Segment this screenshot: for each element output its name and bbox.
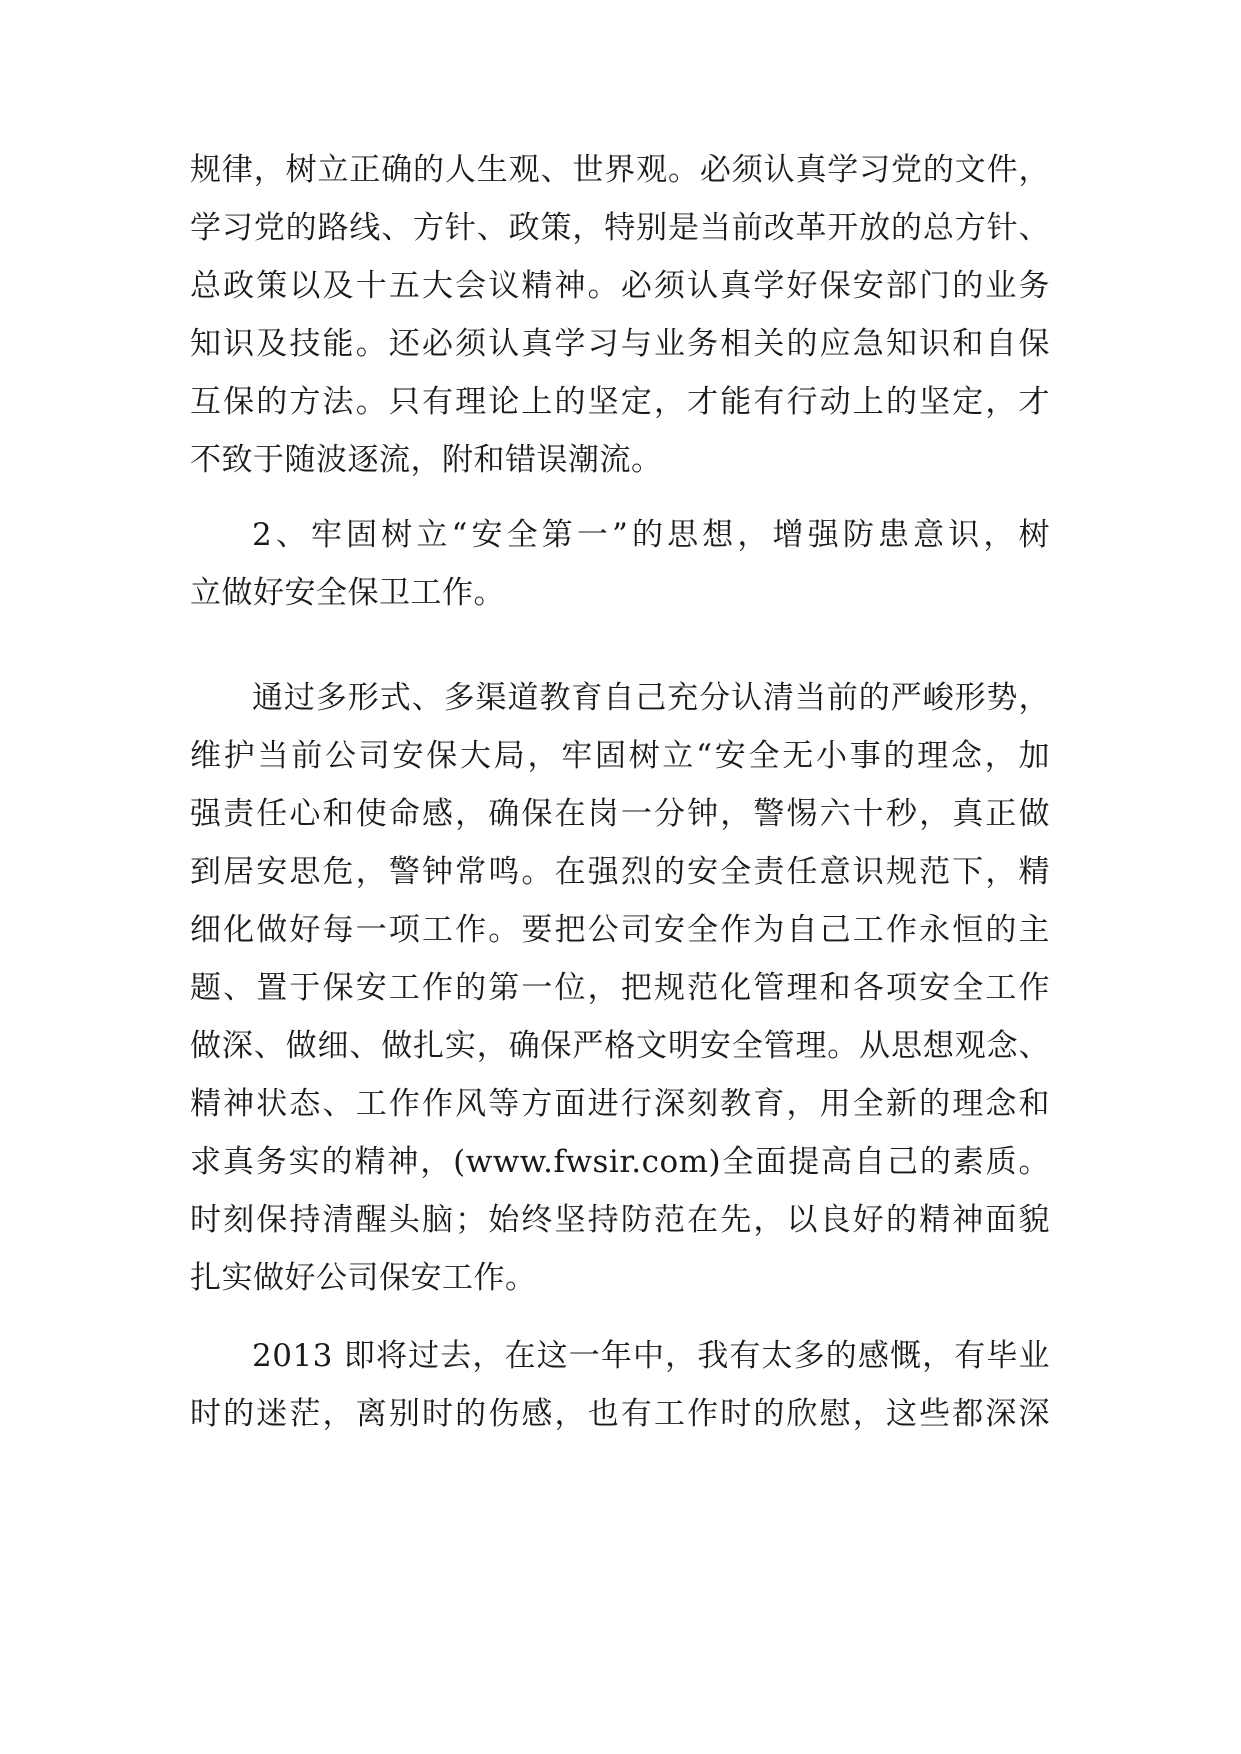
text-line: 时刻保持清醒头脑；始终坚持防范在先，以良好的精神面貌: [190, 1202, 1050, 1238]
text-line: 知识及技能。还必须认真学习与业务相关的应急知识和自保: [190, 326, 1050, 362]
paragraph-safety-education: [190, 669, 1050, 1307]
paragraph-year-review: [190, 1327, 1050, 1443]
text-line: 立做好安全保卫工作。: [190, 575, 505, 611]
text-line: 互保的方法。只有理论上的坚定，才能有行动上的坚定，才: [190, 384, 1050, 420]
text-line: 2013 即将过去，在这一年中，我有太多的感慨，有毕业: [252, 1338, 1050, 1374]
text-line: 2、牢固树立“安全第一”的思想，增强防患意识，树: [252, 517, 1050, 553]
text-line: 总政策以及十五大会议精神。必须认真学好保安部门的业务: [190, 268, 1050, 304]
text-line: 维护当前公司安保大局，牢固树立“安全无小事的理念，加: [190, 738, 1050, 774]
text-line: 精神状态、工作作风等方面进行深刻教育，用全新的理念和: [190, 1086, 1050, 1122]
text-line: 通过多形式、多渠道教育自己充分认清当前的严峻形势，: [252, 680, 1050, 716]
paragraph-safety-first-heading: [190, 506, 1050, 622]
text-line: 题、置于保安工作的第一位，把规范化管理和各项安全工作: [190, 970, 1050, 1006]
text-line: 细化做好每一项工作。要把公司安全作为自己工作永恒的主: [190, 912, 1050, 948]
text-line: 规律，树立正确的人生观、世界观。必须认真学习党的文件，: [190, 152, 1050, 188]
text-line: 求真务实的精神，(www.fwsir.com)全面提高自己的素质。: [190, 1144, 1050, 1180]
text-line: 到居安思危，警钟常鸣。在强烈的安全责任意识规范下，精: [190, 854, 1050, 890]
text-line: 时的迷茫，离别时的伤感，也有工作时的欣慰，这些都深深: [190, 1396, 1050, 1432]
text-line: 做深、做细、做扎实，确保严格文明安全管理。从思想观念、: [190, 1028, 1050, 1064]
text-line: 学习党的路线、方针、政策，特别是当前改革开放的总方针、: [190, 210, 1050, 246]
text-line: 不致于随波逐流，附和错误潮流。: [190, 442, 663, 478]
text-line: 强责任心和使命感，确保在岗一分钟，警惕六十秒，真正做: [190, 796, 1050, 832]
text-line: 扎实做好公司保安工作。: [190, 1260, 537, 1296]
paragraph-study-theory: [190, 141, 1050, 489]
